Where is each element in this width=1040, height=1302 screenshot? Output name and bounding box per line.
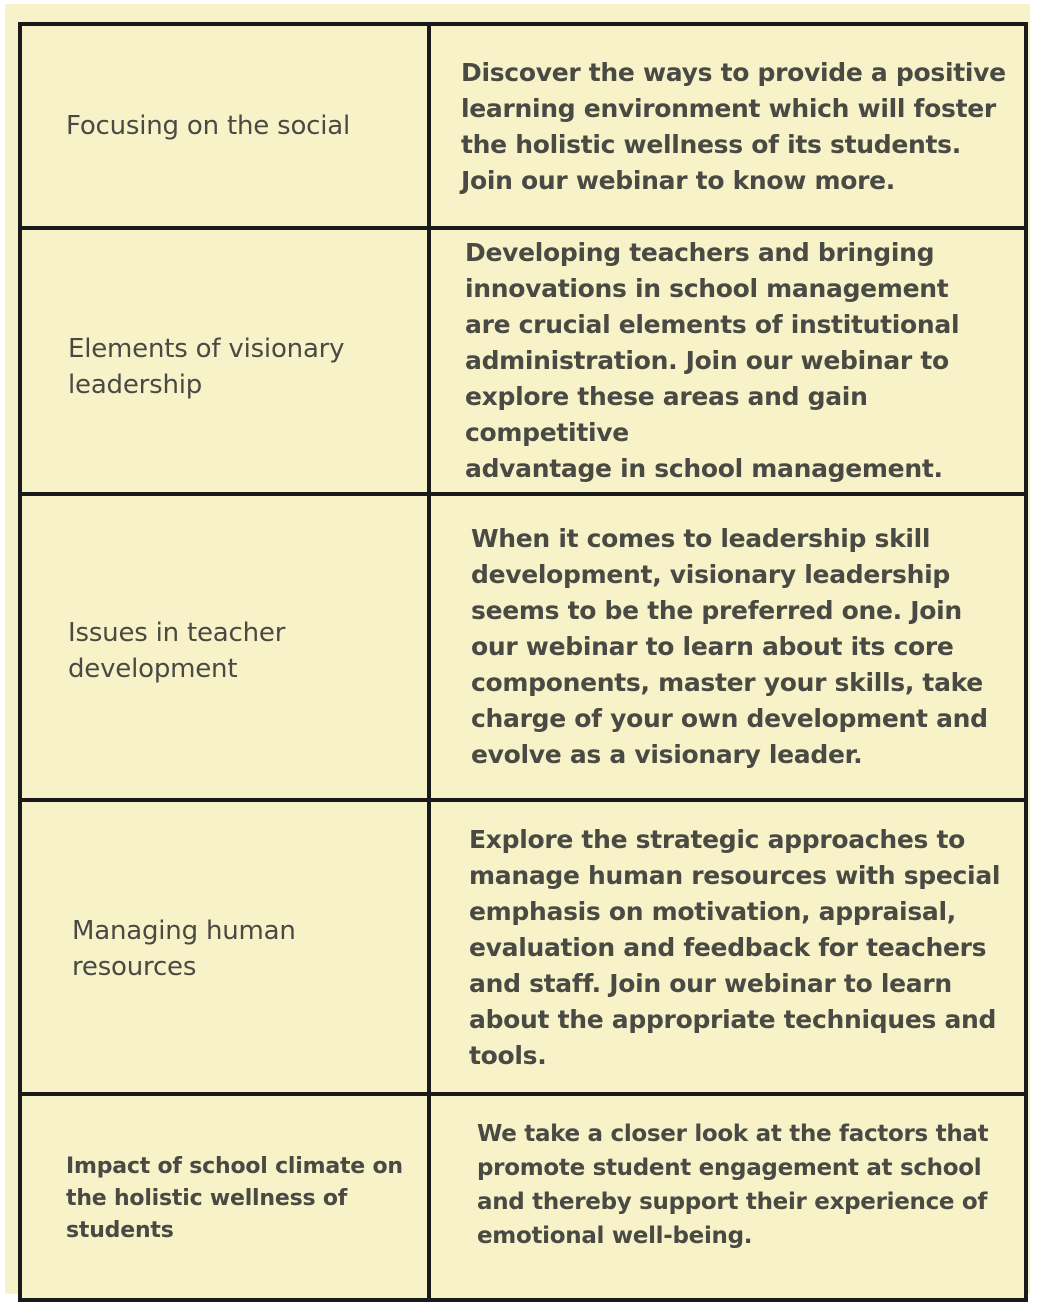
topic-description: Explore the strategic approaches to manage human resources with special emphasis on motivation, appraisal, evaluation and feedback for teachers and staff. Join our webinar to learn about the appropriate techniques and tools. bbox=[469, 825, 1001, 1070]
webinar-topics-table bbox=[18, 22, 1028, 1302]
topic-title: Elements of visionary leadership bbox=[68, 334, 345, 400]
topic-title: Managing human resources bbox=[72, 916, 296, 982]
topic-cell bbox=[20, 494, 429, 800]
topic-cell bbox=[20, 1094, 429, 1300]
table-row bbox=[20, 228, 1026, 494]
topic-description: We take a closer look at the factors that promote student engagement at school and thereby support their experience of emotional well-being. bbox=[477, 1121, 989, 1249]
description-cell bbox=[429, 228, 1026, 494]
topic-description: Developing teachers and bringing innovations in school management are crucial elements of institutional administration. Join our webinar to explore these areas and gain competitive advantage in school management. bbox=[465, 238, 960, 483]
topic-cell bbox=[20, 24, 429, 228]
topic-description: Discover the ways to provide a positive learning environment which will foster the holistic wellness of its students. Join our webinar to know more. bbox=[461, 58, 1006, 195]
description-cell bbox=[429, 24, 1026, 228]
topic-cell bbox=[20, 800, 429, 1094]
topic-description: When it comes to leadership skill development, visionary leadership seems to be the preferred one. Join our webinar to learn about its core components, master your skills, take charge of your own development and evolve as a visionary leader. bbox=[471, 524, 988, 769]
description-cell bbox=[429, 494, 1026, 800]
topic-title: Impact of school climate on the holistic wellness of students bbox=[66, 1154, 403, 1243]
table-row bbox=[20, 800, 1026, 1094]
description-cell bbox=[429, 800, 1026, 1094]
table-row bbox=[20, 24, 1026, 228]
description-cell bbox=[429, 1094, 1026, 1300]
table-row bbox=[20, 1094, 1026, 1300]
topic-title: Focusing on the social bbox=[66, 111, 351, 141]
table-row bbox=[20, 494, 1026, 800]
topic-title: Issues in teacher development bbox=[68, 618, 286, 684]
topic-cell bbox=[20, 228, 429, 494]
